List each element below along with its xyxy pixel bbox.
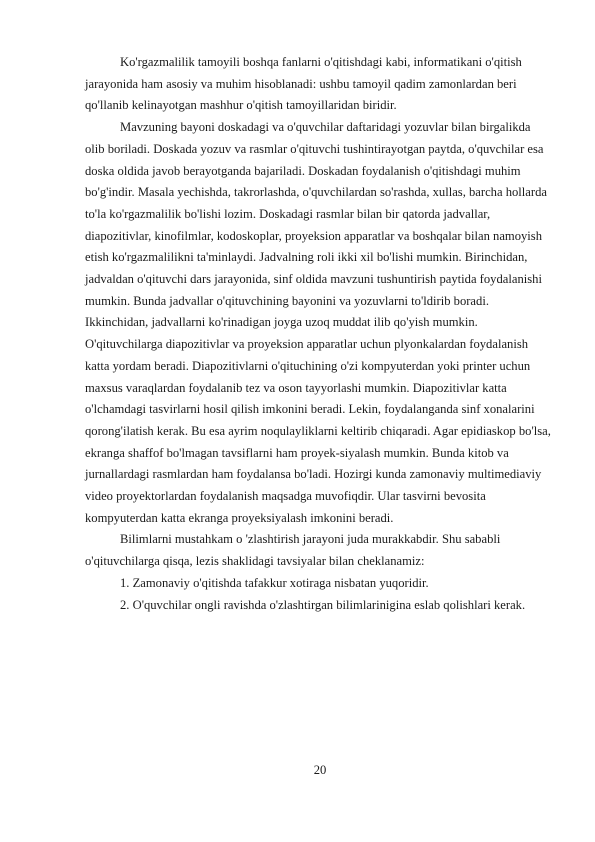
paragraph-2: Mavzuning bayoni doskadagi va o'quvchilar daftaridagi yozuvlar bilan birgalikda olib boriladi. Doskada yozuv va rasmlar o'qituvchi tushintirayotgan paytda, o'quvchilar esa doska oldida javob berayotganda bajariladi. Doskadan foydalanish o'qitishdagi muhim bo'g'indir. Masala yechishda, takrorlashda, o'quvchilardan so'rashda, xullas, barcha hollarda to'la ko'rgazmalilik bo'lishi lozim. Doskadagi rasmlar bilan bir qatorda jadvallar, diapozitivlar, kinofilmlar, kodoskoplar, proyeksion apparatlar va boshqalar bilan namoyish etish ko'rgazmalilikni ta'minlaydi. Jadvalning roli ikki xil bo'lishi mumkin. Birinchidan, jadvaldan o'qituvchi dars jarayonida, sinf oldida mavzuni tushuntirish paytida foydalanishi mumkin. Bunda jadvallar o'qituvchining bayonini va yozuvlarni to'ldirib boradi. Ikkinchidan, jadvallarni ko'rinadigan joyga uzoq muddat ilib qo'yish mumkin. O'qituvchilarga diapozitivlar va proyeksion apparatlar uchun plyonkalardan foydalanish katta yordam beradi. Diapozitivlarni o'qituchining o'zi kompyuterdan yoki printer uchun maxsus varaqlardan foydalanib tez va oson tayyorlashi mumkin. Diapozitivlar katta o'lchamdagi tasvirlarni hosil qilish imkonini beradi. Lekin, foydalanganda sinf xonalarini qorong'ilatish kerak. Bu esa ayrim noqulayliklarni keltirib chiqaradi. Agar epidiaskop bo'lsa, ekranga shaffof bo'lmagan tavsiflarni ham proyek-siyalash mumkin. Bunda kitob va jurnallardagi rasmlardan ham foydalansa bo'ladi. Hozirgi kunda zamonaviy multimediaviy video proyektorlardan foydalanish maqsadga muvofiqdir. Ular tasvirni bevosita kompyuterdan katta ekranga proyeksiyalash imkonini beradi. [85,120,551,525]
page-number: 20 [313,763,327,777]
paragraph-1: Ko'rgazmalilik tamoyili boshqa fanlarni o'qitishdagi kabi, informatikani o'qitish jarayonida ham asosiy va muhim hisoblanadi: ushbu tamoyil qadim zamonlardan beri qo'llanib kelinayotgan mashhur o'qitish tamoyillaridan biridir. [85,55,522,113]
list-item-1: 1. Zamonaviy o'qitishda tafakkur xotiraga nisbatan yuqoridir. [120,575,429,590]
list-item-2: 2. O'quvchilar ongli ravishda o'zlashtirgan bilimlarinigina eslab qolishlari kerak. [120,597,526,612]
body-text [85,52,553,616]
paragraph-3: Bilimlarni mustahkam o 'zlashtirish jarayoni juda murakkabdir. Shu sababli o'qituvchilarga qisqa, lezis shaklidagi tavsiyalar bilan cheklanamiz: [85,532,501,569]
